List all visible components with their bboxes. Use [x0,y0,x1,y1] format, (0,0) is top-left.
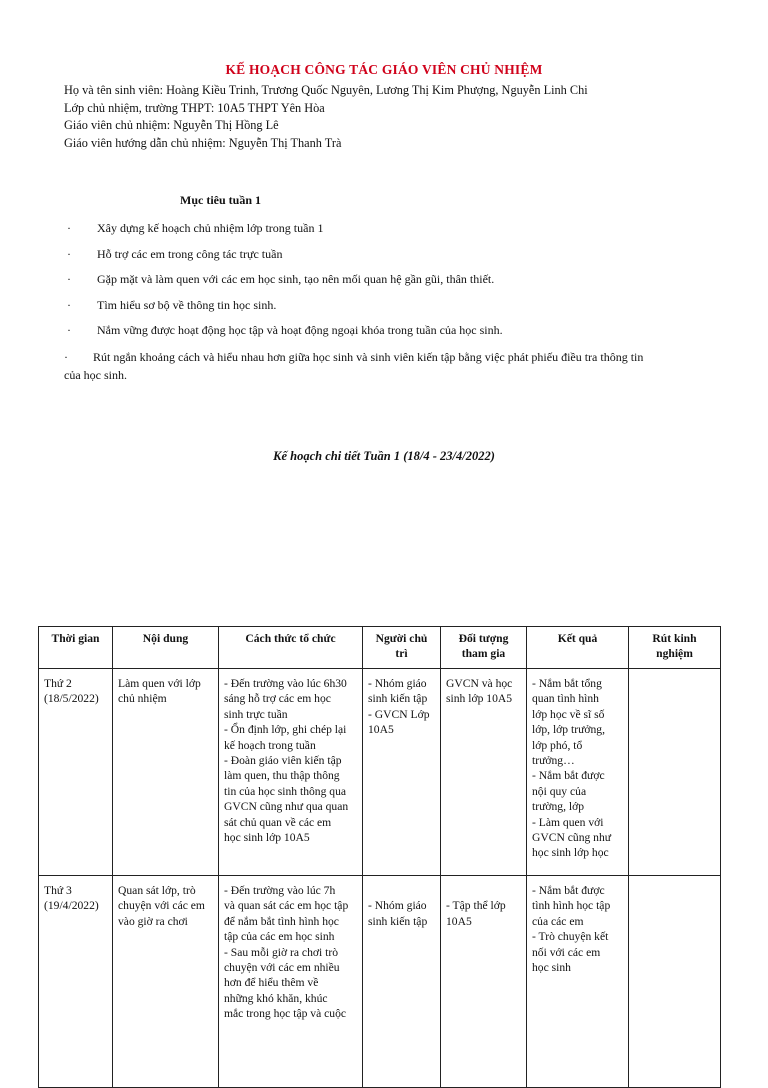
cell-line: để nắm bắt tình hình học [224,914,339,928]
students-line: Họ và tên sinh viên: Hoàng Kiều Trinh, Trương Quốc Nguyên, Lương Thị Kim Phượng, Nguyễn Linh Chi [64,83,588,97]
goal-text: Xây dựng kế hoạch chủ nhiệm lớp trong tuần 1 [97,221,324,235]
goal-text: Hỗ trợ các em trong công tác trực tuần [97,247,283,261]
cell-line: nội quy của [532,784,587,798]
cell-line: Quan sát lớp, trò [118,884,196,897]
cell-line: lớp, lớp trưởng, [532,723,605,737]
cell-line: kế hoạch trong tuần [224,738,316,752]
cell-line: - Nhóm giáo [368,677,427,690]
cell-line: tin của học sinh thông qua [224,784,347,798]
cell-line: GVCN và học [446,677,513,690]
cell-time [39,669,113,876]
cell-line: 10A5 [446,914,472,928]
header-host: Người chủ trì [363,627,441,669]
cell-line: - Nắm bắt được [532,769,605,783]
cell-line: chuyện với các em nhiều [224,961,340,975]
goal-item [67,221,324,236]
cell-line: (19/4/2022) [44,899,99,913]
goal-item [67,298,277,313]
cell-lessons [629,669,721,876]
bullet-icon: · [67,247,71,261]
cell-line: của các em [532,914,584,928]
cell-line: sinh trực tuần [224,707,288,721]
cell-line: trường, lớp [532,800,585,814]
cell-line: sinh kiến tập [368,914,428,928]
table-row [39,669,721,876]
cell-line [368,883,435,898]
cell-line: học sinh lớp học [532,846,609,860]
cell-line: học sinh [532,961,571,975]
cell-line: lớp phó, tổ [532,738,583,752]
cell-line: sát chủ quan về các em [224,815,332,829]
header-content: Nội dung [113,627,219,669]
cell-line: (18/5/2022) [44,692,99,706]
cell-content [113,669,219,876]
info-block [64,82,588,152]
cell-line: - Nhóm giáo [368,899,427,913]
cell-line: GVCN cũng như qua quan [224,800,349,814]
supervisor-line: Giáo viên hướng dẫn chủ nhiệm: Nguyễn Thị Thanh Trà [64,135,342,150]
plan-title: Kế hoạch chi tiết Tuần 1 (18/4 - 23/4/2022) [273,449,495,463]
cell-line [446,883,521,898]
cell-line: 10A5 [368,723,394,737]
cell-line: chuyện với các em [118,899,205,913]
table-header-row [39,627,721,669]
bullet-icon: · [67,221,71,235]
bullet-icon: · [67,272,71,286]
cell-content [113,876,219,1088]
cell-line: trưởng… [532,754,575,768]
header-participants: Đối tượng tham gia [441,627,527,669]
cell-participants [441,669,527,876]
cell-host [363,669,441,876]
document-title: KẾ HOẠCH CÔNG TÁC GIÁO VIÊN CHỦ NHIỆM [225,62,543,77]
cell-line: vào giờ ra chơi [118,914,188,928]
weekly-plan-table [38,626,721,1088]
header-time: Thời gian [39,627,113,669]
cell-line: chủ nhiệm [118,692,167,706]
goal-item [67,272,495,287]
cell-line: nối với các em [532,945,601,959]
cell-line: - Ổn định lớp, ghi chép lại [224,723,347,737]
cell-result [527,669,629,876]
bullet-icon: · [67,323,71,337]
homeroom-teacher-line: Giáo viên chủ nhiệm: Nguyễn Thị Hồng Lê [64,118,279,132]
bullet-icon: · [67,298,71,312]
cell-line: lớp học về sĩ số [532,707,605,721]
cell-line: sinh lớp 10A5 [446,692,513,706]
cell-line: hơn để hiểu thêm về [224,976,319,990]
goal-text: Tìm hiểu sơ bộ về thông tin học sinh. [97,298,277,312]
cell-participants [441,876,527,1088]
cell-line: làm quen, thu thập thông [224,769,340,783]
goal-text: Rút ngắn khoảng cách và hiểu nhau hơn giữa học sinh và sinh viên kiến tập bằng việc phát phiếu điều tra thông tin [93,350,644,364]
cell-line: - Tập thể lớp [446,899,506,913]
cell-line: mắc trong học tập và cuộc [224,1007,347,1021]
cell-line: và quan sát các em học tập [224,899,349,913]
goal-item [64,348,704,384]
table-row [39,876,721,1088]
cell-result [527,876,629,1088]
cell-line: - Nắm bắt được [532,884,605,897]
header-method: Cách thức tổ chức [219,627,363,669]
cell-lessons [629,876,721,1088]
goal-item [67,323,503,338]
header-result: Kết quả [527,627,629,669]
cell-line: Thứ 2 [44,677,72,690]
goal-text-continued: của học sinh. [64,368,127,382]
cell-line: Thứ 3 [44,884,72,897]
cell-method [219,876,363,1088]
cell-line: - Trò chuyện kết [532,930,609,944]
cell-line: Làm quen với lớp [118,677,201,690]
cell-line: học sinh lớp 10A5 [224,831,310,845]
goals-heading: Mục tiêu tuần 1 [180,193,261,207]
cell-line: quan tình hình [532,692,599,706]
cell-host [363,876,441,1088]
cell-line: những khó khăn, khúc [224,991,328,1005]
cell-line: - Nắm bắt tổng [532,677,602,690]
cell-line: - Đến trường vào lúc 6h30 [224,677,347,690]
goal-text: Nắm vững được hoạt động học tập và hoạt động ngoại khóa trong tuần của học sinh. [97,323,503,337]
cell-line: - Làm quen với [532,815,604,829]
goal-item [67,247,283,262]
bullet-icon: · [64,350,68,364]
cell-line: tập của các em học sinh [224,930,335,944]
cell-line: sinh kiến tập [368,692,428,706]
cell-line: sáng hỗ trợ các em học [224,692,331,706]
cell-method [219,669,363,876]
cell-line: - GVCN Lớp [368,707,430,721]
cell-line: - Đoàn giáo viên kiến tập [224,754,342,768]
cell-line: tình hình học tập [532,899,611,913]
goal-text: Gặp mặt và làm quen với các em học sinh, tạo nên mối quan hệ gần gũi, thân thiết. [97,272,495,286]
cell-time [39,876,113,1088]
header-lessons: Rút kinh nghiệm [629,627,721,669]
class-line: Lớp chủ nhiệm, trường THPT: 10A5 THPT Yên Hòa [64,100,325,115]
cell-line: - Đến trường vào lúc 7h [224,884,336,897]
cell-line: GVCN cũng như [532,831,612,845]
cell-line: - Sau mỗi giờ ra chơi trò [224,945,339,959]
